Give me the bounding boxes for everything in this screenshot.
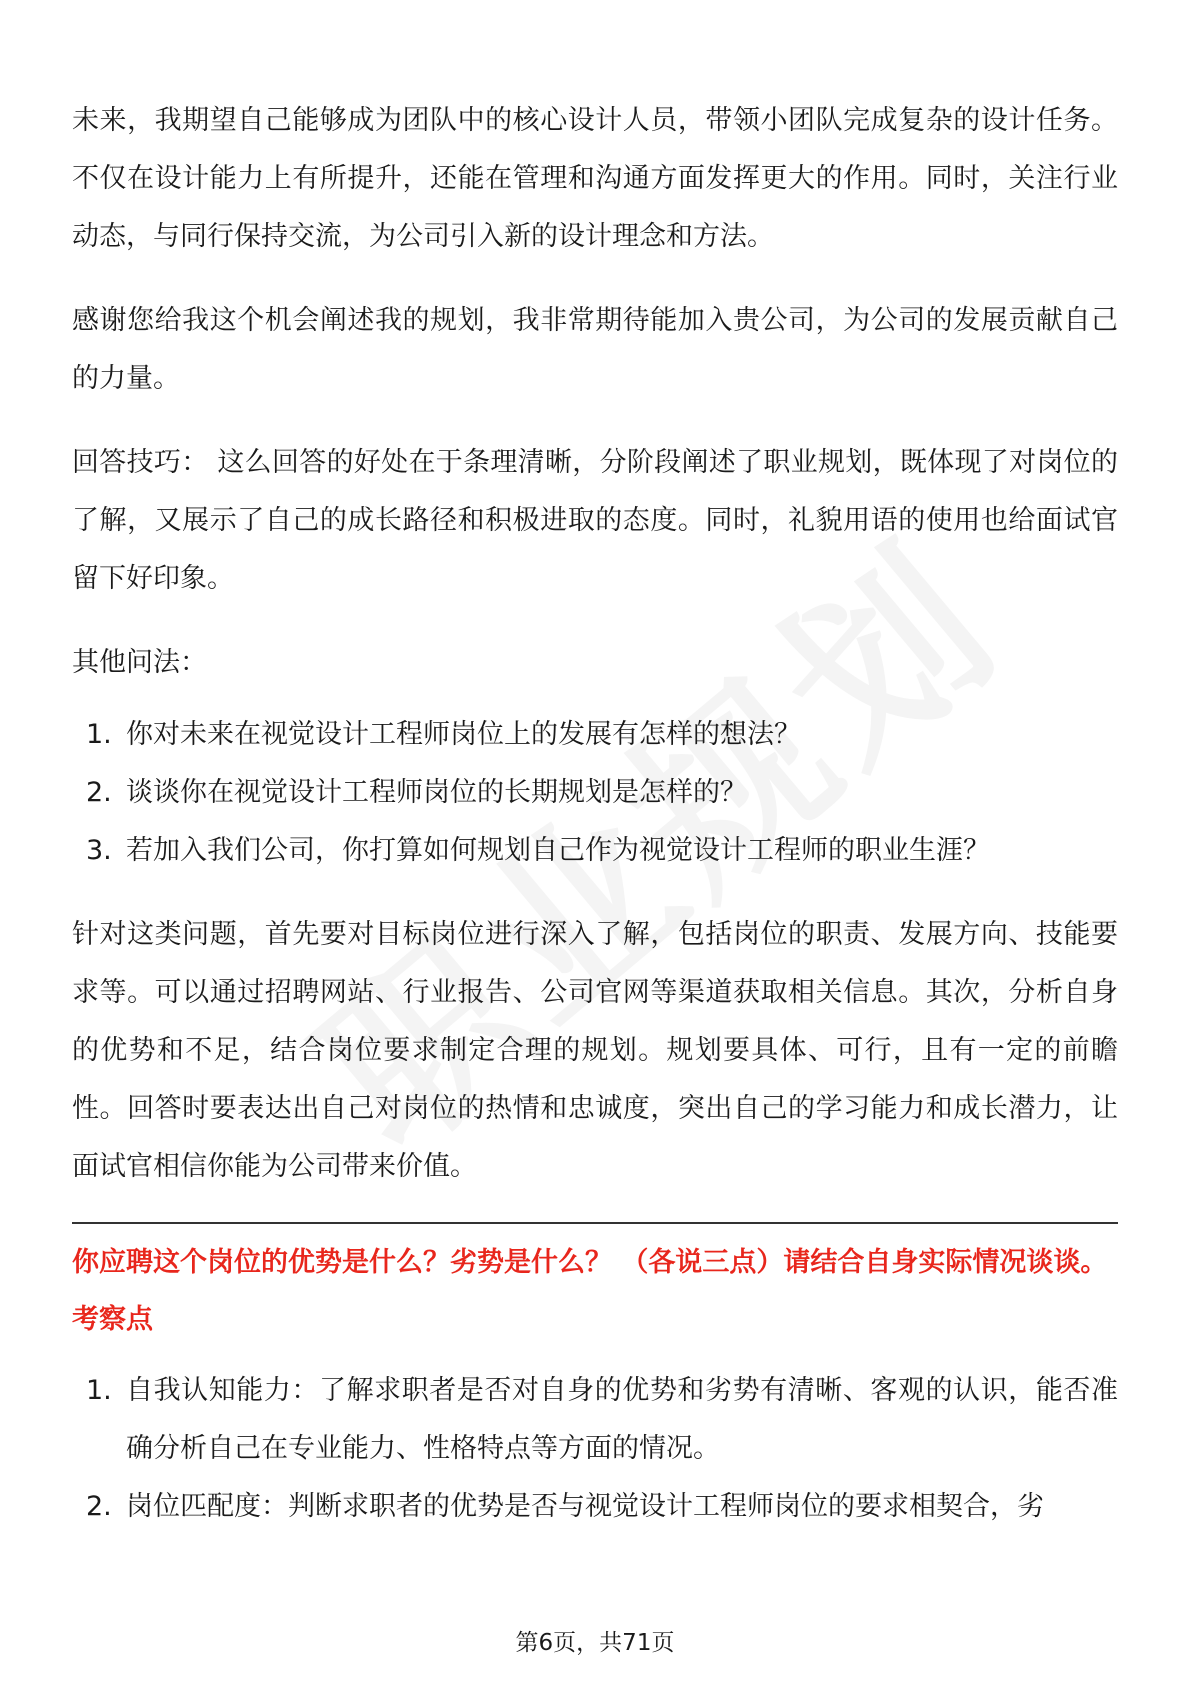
list-item (72, 822, 1118, 880)
paragraph-answer-tips: 回答技巧： 这么回答的好处在于条理清晰，分阶段阐述了职业规划，既体现了对岗位的了解，又展示了自己的成长路径和积极进取的态度。同时，礼貌用语的使用也给面试官留下好印象。 (72, 447, 1118, 594)
list-number: 2. (86, 1491, 112, 1522)
list-item-text: 自我认知能力：了解求职者是否对自身的优势和劣势有清晰、客观的认识，能否准确分析自己在专业能力、性格特点等方面的情况。 (126, 1375, 1118, 1464)
other-questions-list (72, 706, 1118, 880)
list-item (72, 1362, 1118, 1478)
other-questions-label: 其他问法： (72, 647, 207, 678)
page-footer: 第6页，共71页 (515, 1630, 675, 1656)
question-title: 你应聘这个岗位的优势是什么？劣势是什么？ （各说三点）请结合自身实际情况谈谈。 (72, 1247, 1108, 1278)
list-item (72, 764, 1118, 822)
list-number: 3. (86, 835, 112, 866)
list-item-text: 若加入我们公司，你打算如何规划自己作为视觉设计工程师的职业生涯？ (126, 835, 990, 866)
list-item-text: 你对未来在视觉设计工程师岗位上的发展有怎样的想法？ (126, 719, 801, 750)
list-number: 2. (86, 777, 112, 808)
paragraph-thanks: 感谢您给我这个机会阐述我的规划，我非常期待能加入贵公司，为公司的发展贡献自己的力量。 (72, 305, 1118, 394)
assessment-points-list (72, 1362, 1118, 1536)
list-item-text: 谈谈你在视觉设计工程师岗位的长期规划是怎样的？ (126, 777, 747, 808)
list-item (72, 706, 1118, 764)
paragraph-future-goals: 未来，我期望自己能够成为团队中的核心设计人员，带领小团队完成复杂的设计任务。不仅在设计能力上有所提升，还能在管理和沟通方面发挥更大的作用。同时，关注行业动态，与同行保持交流，为公司引入新的设计理念和方法。 (72, 105, 1118, 252)
document-page (72, 92, 1118, 1536)
section-divider (72, 1222, 1118, 1224)
list-item-text: 岗位匹配度：判断求职者的优势是否与视觉设计工程师岗位的要求相契合，劣 (126, 1491, 1044, 1522)
list-item (72, 1478, 1118, 1536)
paragraph-advice: 针对这类问题，首先要对目标岗位进行深入了解，包括岗位的职责、发展方向、技能要求等。可以通过招聘网站、行业报告、公司官网等渠道获取相关信息。其次，分析自身的优势和不足，结合岗位要求制定合理的规划。规划要具体、可行，且有一定的前瞻性。回答时要表达出自己对岗位的热情和忠诚度，突出自己的学习能力和成长潜力，让面试官相信你能为公司带来价值。 (72, 919, 1118, 1182)
assessment-label: 考察点 (72, 1304, 153, 1335)
list-number: 1. (86, 1375, 112, 1406)
list-number: 1. (86, 719, 112, 750)
